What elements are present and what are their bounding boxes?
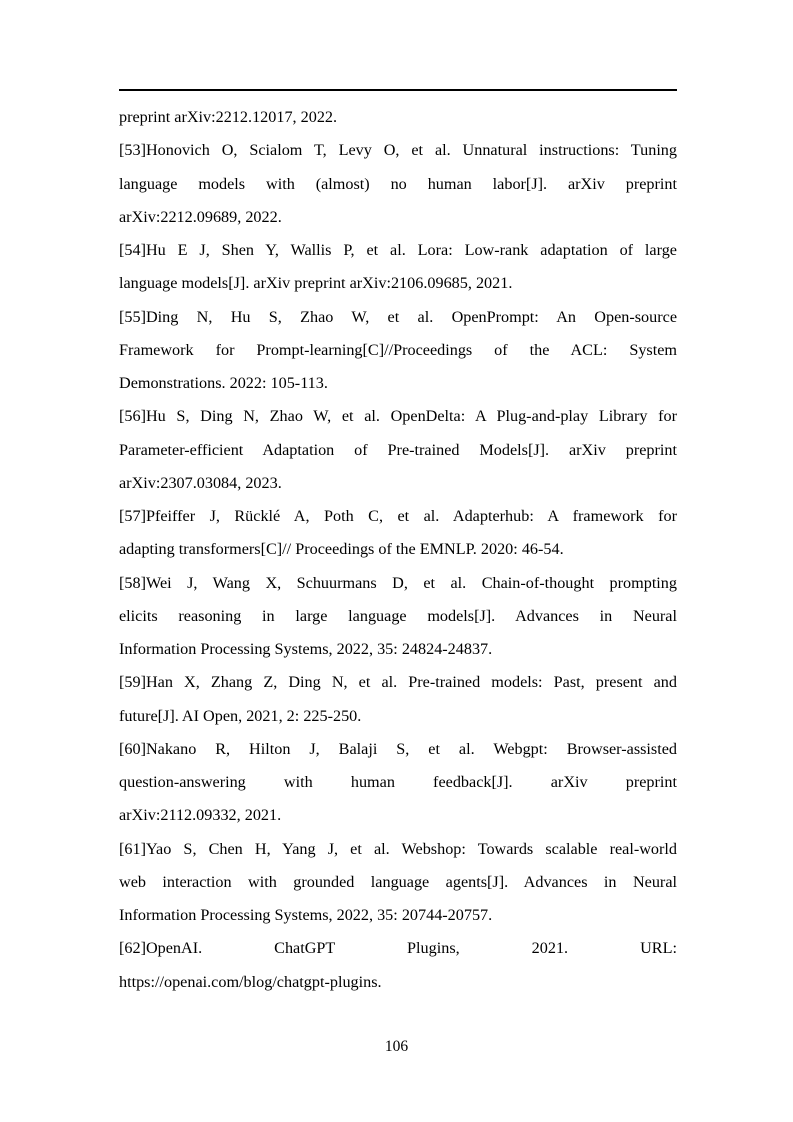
reference-line: Information Processing Systems, 2022, 35: 20744-20757. xyxy=(119,906,493,924)
reference-line: [54]Hu E J, Shen Y, Wallis P, et al. Lora: Low-rank adaptation of large xyxy=(119,241,677,259)
reference-line: [58]Wei J, Wang X, Schuurmans D, et al. Chain-of-thought prompting xyxy=(119,573,677,592)
reference-line: arXiv:2112.09332, 2021. xyxy=(119,806,282,825)
reference-entry xyxy=(119,567,677,667)
reference-line: future[J]. AI Open, 2021, 2: 225-250. xyxy=(119,706,362,725)
header-rule xyxy=(119,89,677,91)
reference-entry xyxy=(119,932,677,999)
reference-line: language models with (almost) no human labor[J]. arXiv preprint xyxy=(119,174,677,193)
reference-line: Information Processing Systems, 2022, 35: 24824-24837. xyxy=(119,640,493,658)
reference-line: [55]Ding N, Hu S, Zhao W, et al. OpenPrompt: An Open-source xyxy=(119,307,677,326)
reference-entry xyxy=(119,666,677,733)
reference-line: Demonstrations. 2022: 105-113. xyxy=(119,374,328,392)
reference-line: [59]Han X, Zhang Z, Ding N, et al. Pre-trained models: Past, present and xyxy=(119,673,677,692)
references-list xyxy=(119,101,677,999)
reference-line: [62]OpenAI. ChatGPT Plugins, 2021. URL: xyxy=(119,939,677,958)
reference-line: preprint arXiv:2212.12017, 2022. xyxy=(119,108,338,126)
reference-entry xyxy=(119,301,677,401)
reference-line: web interaction with grounded language agents[J]. Advances in Neural xyxy=(119,872,677,891)
reference-line: [61]Yao S, Chen H, Yang J, et al. Webshop: Towards scalable real-world xyxy=(119,839,677,858)
reference-line: arXiv:2307.03084, 2023. xyxy=(119,473,282,492)
reference-line: https://openai.com/blog/chatgpt-plugins. xyxy=(119,972,382,991)
reference-line: adapting transformers[C]// Proceedings of the EMNLP. 2020: 46-54. xyxy=(119,540,564,559)
reference-line: Parameter-efficient Adaptation of Pre-trained Models[J]. arXiv preprint xyxy=(119,440,677,459)
reference-entry xyxy=(119,400,677,500)
reference-entry xyxy=(119,500,677,567)
reference-line: [53]Honovich O, Scialom T, Levy O, et al. Unnatural instructions: Tuning xyxy=(119,141,677,160)
reference-line: question-answering with human feedback[J]. arXiv preprint xyxy=(119,773,677,791)
reference-entry xyxy=(119,234,677,301)
reference-line: language models[J]. arXiv preprint arXiv:2106.09685, 2021. xyxy=(119,274,513,293)
reference-entry xyxy=(119,733,677,833)
page-number: 106 xyxy=(384,1038,409,1055)
reference-line: arXiv:2212.09689, 2022. xyxy=(119,207,282,226)
reference-entry xyxy=(119,134,677,234)
reference-line: [57]Pfeiffer J, Rücklé A, Poth C, et al. Adapterhub: A framework for xyxy=(119,507,677,525)
reference-line: [56]Hu S, Ding N, Zhao W, et al. OpenDelta: A Plug-and-play Library for xyxy=(119,407,677,426)
reference-entry xyxy=(119,101,677,134)
reference-entry xyxy=(119,833,677,933)
reference-line: [60]Nakano R, Hilton J, Balaji S, et al. Webgpt: Browser-assisted xyxy=(119,739,677,758)
reference-line: Framework for Prompt-learning[C]//Proceedings of the ACL: System xyxy=(119,340,677,359)
reference-line: elicits reasoning in large language models[J]. Advances in Neural xyxy=(119,606,677,625)
